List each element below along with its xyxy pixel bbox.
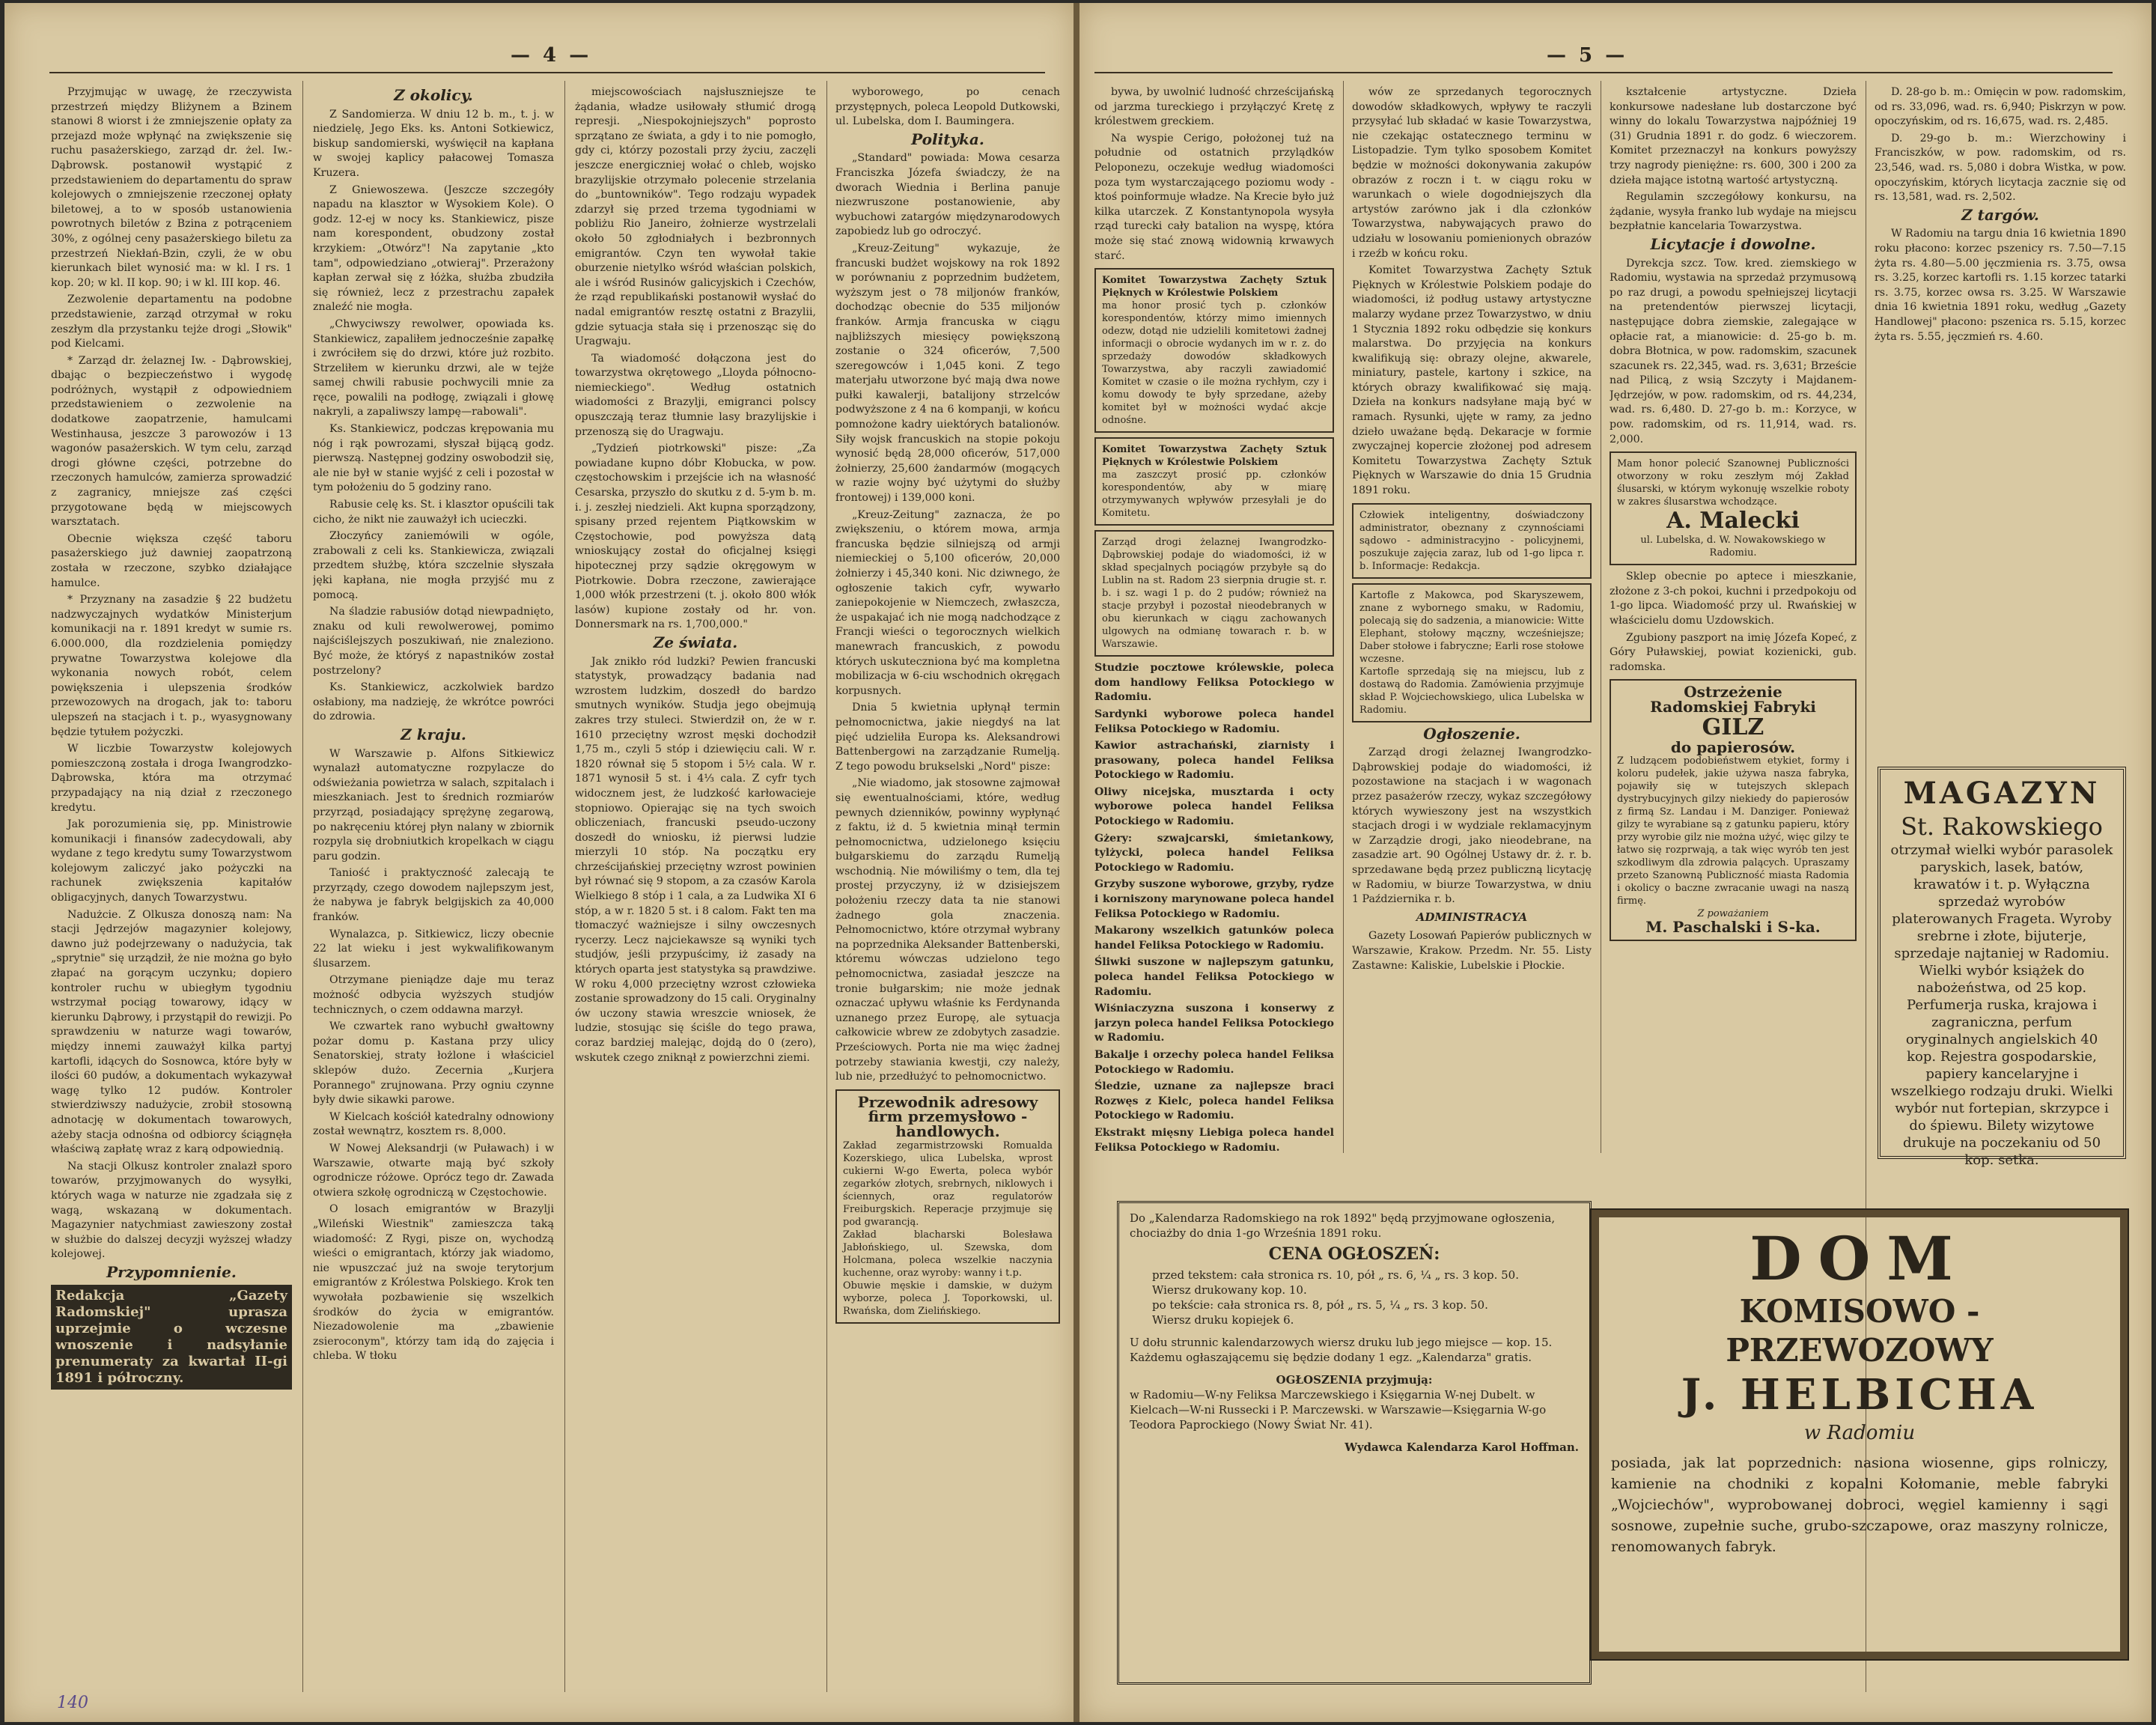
paragraph: D. 29-go b. m.: Wierzchowiny i Franciszków, w pow. radomskim, od rs. 23,546, wad. rs. 5,080 i dobra Wistka, w pow. opoczyńskim, których licytacja zacznie się od rs. 13,581, wad. rs. 2,502. <box>1875 132 2126 204</box>
section-heading: Z targów. <box>1961 205 2039 224</box>
ad-intro: Do „Kalendarza Radomskiego na rok 1892" będą przyjmowane ogłoszenia, chociażby do dnia 1-go Września 1891 roku. <box>1130 1211 1556 1240</box>
paragraph: Przyjmując w uwagę, że rzeczywista przestrzeń między Bliżynem a Bzinem stanowi 8 wiorst i że zmniejszenie opłaty za przejazd może wpłynąć na zwiększenie się ruchu pasażerskiego, zarząd dr. żel. Iw.-Dąbrowsk. postanowił wystąpić z przedstawieniem do departamentu do spraw kolejowych o zmniejszenie rzeczonej opłaty biletowej, a to w sposób ustanowienia powrotnych biletów z Bzina z potrąceniem 30%, z ogólnej ceny pasażerskiego biletu za przestrzeń Niekłań-Bzin, czyli, że w obu kierunkach bilet wynosić ma: w kl. I rs. 1 kop. 20; w kl. II kop. 90; i w kl. III kop. 46. <box>51 86 292 289</box>
column-4 <box>835 85 1060 1692</box>
paragraph: Zarząd drogi żelaznej Iwangrodzko-Dąbrowskiej podaje do wiadomości, iż pozostawione na stacjach i w wagonach przez pasażerów rzeczy, wykaz szczegółowy których wywieszony jest na wszystkich stacjach drogi i w wydziale reklamacyjnym w Zarządzie drogi, jako nieodebrane, na zasadzie art. 90 Ogólnej Ustawy dr. ż. r. b. sprzedawane będą przez publiczną licytację w Radomiu, w biurze Towarzystwa, w dniu 1 Października r. b. <box>1352 746 1592 906</box>
committee-notice <box>1094 268 1334 433</box>
left-page <box>4 3 1074 1722</box>
directory-heading: Przewodnik adresowy firm przemysłowo - handlowych. <box>857 1092 1038 1140</box>
notice-text: Zarząd drogi żelaznej Iwangrodzko-Dąbrowskiej podaje do wiadomości, iż w skład specjalnych pociągów przybyłe są do Lublin na st. Radom 23 sierpnia drugie st. r. b. i sz. wagi 1 p. do 2 pudów; również na stacje przybył i pozostał nieodebranych w obu kierunkach w ciągu zachowanych ulgowych na odmianę towarach r. b. w Warszawie. <box>1102 537 1327 651</box>
paragraph: Z Sandomierza. W dniu 12 b. m., t. j. w niedzielę, Jego Eks. ks. Antoni Sotkiewicz, biskup sandomierski, wyświęcił na kapłana w swojej kaplicy pałacowej Tomasza Kruzera. <box>313 108 554 179</box>
binding-gutter <box>1074 3 1079 1722</box>
paragraph: W liczbie Towarzystw kolejowych pomieszczoną została i droga Iwangrodzko-Dąbrowska, która ma otrzymać przypadający na nią dział z rzeczonego kredytu. <box>51 743 292 814</box>
paragraph: Ks. Stankiewicz, podczas krępowania mu nóg i rąk powrozami, słyszał bijącą godz. pierwszą. Następnej godziny oswobodził się, ale nie był w stanie wyjść z celi i pozostał w tym położeniu do 5 godziny rano. <box>313 423 554 494</box>
shop-ad: Bakalje i orzechy poleca handel Feliksa Potockiego w Radomiu. <box>1094 1048 1334 1076</box>
ad-text: Z ludzącem podobieństwem etykiet, formy i koloru pudełek, jakie używa nasza fabryka, pojawiły się w tutejszych sklepach dystrybucyjnych gilzy niekiedy do papierosów z firmą Sz. Landau i M. Danziger. Ponieważ gilzy te wyrabiane są z gatunku papieru, który przy wyrobie gilz nie można użyć, więc gilzy te łatwo się rozprwają, a tak więc wyrób ten jest szkodliwym dla zdrowia palących. Upraszamy przeto Szanowną Publiczność miasta Radomia i okolicy o baczne zwracanie uwagi na naszą firmę. <box>1617 755 1849 907</box>
locksmith-ad <box>1610 451 1857 565</box>
column-separator <box>1343 81 1344 1153</box>
paragraph: Sklep obecnie po aptece i mieszkanie, złożone z 3-ch pokoi, kuchni i przedpokoju od 1-go lipca. Wiadomość przy ul. Rwańskiej w właścicielu domu Uzdowskich. <box>1610 571 1857 627</box>
paragraph: Ta wiadomość dołączona jest do towarzystwa okrętowego „Lloyda północno-niemieckiego". Według ostatnich wiadomości z Brazylji, emigranci polscy opuszczają teraz tłumnie lasy brazylijskie i przenoszą się do Uragwaju. <box>575 352 816 438</box>
paragraph: Zgubiony paszport na imię Józefa Kopeć, z Góry Puławskiej, powiat kozienicki, gub. radomska. <box>1610 631 1857 673</box>
column-5 <box>1094 85 1334 1153</box>
notice-text: ma honor prosić tych p. członków korespondentów, którzy mimo imiennych odezw, dotąd nie udzielili komitetowi żadnej informacji o obrocie wydanych im w r. z. do sprzedaży dowodów składkowych Towarzystwa, aby raczyli zawiadomić Komitet w czasie o ile można rychłym, czy i komu dowody te były sprzedane, ażeby komitet był w możności wydać akcje odnośne. <box>1102 300 1327 427</box>
paragraph: kształcenie artystyczne. Dzieła konkursowe nadesłane lub dostarczone być winny do lokalu Towarzystwa najpóźniej 19 (31) Grudnia 1891 r. do godz. 6 wieczorem. Komitet przeznaczył na konkurs powyższy trzy nagrody pieniężne: rs. 600, 300 i 200 za dzieła mające istotną wartość artystyczną. <box>1610 86 1857 186</box>
section-heading: Polityka. <box>911 130 984 148</box>
ad-subtitle: OGŁOSZENIA przyjmują: <box>1276 1373 1433 1387</box>
paragraph: W Kielcach kościół katedralny odnowiony został wewnątrz, kosztem rs. 8,000. <box>313 1110 554 1138</box>
ad-owner: J. HELBICHA <box>1681 1370 2038 1420</box>
paragraph: * Przyznany na zasadzie § 22 budżetu nadzwyczajnych wydatków Ministerjum komunikacji na r. 1891 kredyt w sumie rs. 6.000.000, dla rozdzielenia pomiędzy prywatne Towarzystwa kolejowe dla wykonania nowych robót, celem powiększenia i ulepszenia środków przewozowych na drogach, jak to: taboru ulepszeń na stacjach i t. p., wyasygnowany będzie tytułem pożyczki. <box>51 594 292 738</box>
ad-note: U dołu strunnic kalendarzowych wiersz druku lub jego miejsce — kop. 15. Każdemu ogłaszającemu się będzie dodany 1 egz. „Kalendarza" gratis. <box>1130 1336 1553 1364</box>
paragraph: Złoczyńcy zaniemówili w ogóle, zrabowali z celi ks. Stankiewicza, związali przedtem służbę, która szczelnie słyszała jęki kapłana, nie mogła przyjść mu z pomocą. <box>313 530 554 601</box>
magazyn-ad <box>1878 767 2126 1168</box>
paragraph: Dnia 5 kwietnia upłynął termin pełnomocnictwa, jakie niegdyś na lat pięć udzieliła Europa ks. Aleksandrowi Battenbergowi na zarządzanie Rumelją. Z tego powodu brukselski „Nord" pisze: <box>835 702 1060 773</box>
classified-ad <box>1352 583 1592 722</box>
column-2 <box>313 85 554 1692</box>
paragraph: Zezwolenie departamentu na podobne przedstawienie, zarząd otrzymał w roku zeszłym dla przystanku tejże drogi „Słowik" pod Kielcami. <box>51 293 292 350</box>
paragraph: Nadużcie. Z Olkusza donoszą nam: Na stacji Jędrzejów magazynier kolejowy, dawno już podejrzewany o nadużycia, tak „sprytnie" się urządził, że nie można go było złapać na gorącym uczynku; dopiero kontroler ruchu w ubiegłym tygodniu wstrzymał pociąg towarowy, idący w kierunku Dąbrowy, i przystąpił do rewizji. Po sprawdzeniu w naturze wagi towarów, między innemi zauważył kilka partyj kartofli, idących do Sosnowca, które były w ilości 60 pudów, a dokumentach wykazywał wagę tylko 12 pudów. Kontroler stwierdziwszy nadużycie, zrobił stosowną adnotację w dokumentach towarowych, ażeby stacja odnośna od odbiorcy ściągnęła właściwą zapłatę wraz z karą odpowiednią. <box>51 908 292 1156</box>
shop-ad: Śledzie, uznane za najlepsze braci Rozwęs z Kielc, poleca handel Feliksa Potockiego w Radomiu. <box>1094 1080 1334 1122</box>
paragraph: O losach emigrantów w Brazylji „Wileński Wiestnik" zamieszcza taką wiadomość: Z Rygi, pisze on, wychodzą wieści o emigrantach, którzy jak wiadomo, nie wpuszczać już na swoje terytorjum emigrantów z Królestwa Polskiego. Krok ten wywołała pozbawienie się wszelkich środków do życia w emigrantów. Niezadowolenie ma „zbawienie zsieroconym", którzy tam idą do zajęcia i chleba. W tłoku <box>313 1203 554 1363</box>
column-separator <box>302 81 303 1692</box>
ad-signature: M. Paschalski i S-ka. <box>1645 918 1821 937</box>
paragraph: „Standard" powiada: Mowa cesarza Franciszka Józefa świadczy, że na dworach Wiednia i Berlina panuje niezwruszone postanowienie, aby wybuchowi zatargów międzynarodowych zapobiedz lub go odroczyć. <box>835 152 1060 238</box>
ad-text: Kartofle z Makowca, pod Skaryszewem, znane z wybornego smaku, w Radomiu, polecają się do sadzenia, a mianowicie: Witte Elephant, stołowy mączny, wcześniejsze; Daber stołowe i fabryczne; Earli rose stołowe wczesne. <box>1359 589 1584 665</box>
shop-ad: Oliwy nicejska, musztarda i octy wyborowe poleca handel Feliksa Potockiego w Radomiu. <box>1094 785 1334 828</box>
notice-heading: Przypomnienie. <box>106 1262 237 1281</box>
paragraph: D. 28-go b. m.: Omięcin w pow. radomskim, od rs. 33,096, wad. rs. 6,940; Piskrzyn w pow. opoczyńskim, od rs. 16,675, wad. rs. 2,485. <box>1875 86 2126 128</box>
paragraph: Z Gniewoszewa. (Jeszcze szczegóły napadu na klasztor w Wysokiem Kole). O godz. 12-ej w nocy ks. Stankiewicz, pisze nam korespondent, obudzony został krzykiem: „Otwórz"! Na zapytanie „kto tam", odpowiedziano „otwieraj". Przerażony kapłan zerwał się z łóżka, służba zbudziła się również, lecz z przestrachu zapałek znaleźć nie mogła. <box>313 183 554 314</box>
classified-ad <box>1352 503 1592 579</box>
paragraph: Jak porozumienia się, pp. Ministrowie komunikacji i finansów zadecydowali, aby wydane z tego kredytu sumy Towarzystwom kolejowym zaliczyć jako pożyczki na rachunek zwiększenia kapitałów obligacyjnych, danych Towarzystwu. <box>51 818 292 904</box>
header-rule <box>1094 72 2113 73</box>
newspaper-spread <box>4 3 2152 1722</box>
paragraph: W Radomiu na targu dnia 16 kwietnia 1890 roku płacono: korzec pszenicy rs. 7.50—7.15 żyta rs. 4.80—5.00 jęczmienia rs. 3.75, owsa rs. 3.25, korzec kartofli rs. 1.15 korzec tatarki rs. 3.75, korzec owsa rs. 3.25. W Warszawie dnia 16 kwietnia 1891 roku, według „Gazety Handlowej" płacono: pszenica rs. 5.15, korzec żyta rs. 5.55, jęczmień rs. 4.60. <box>1875 228 2126 343</box>
ad-owner: St. Rakowskiego <box>1901 812 2103 841</box>
railway-notice <box>1094 530 1334 657</box>
page-number: — 5 — <box>1547 44 1628 67</box>
column-6 <box>1352 85 1592 1153</box>
ad-address: ul. Lubelska, d. W. Nowakowskiego w Radomiu. <box>1640 535 1826 559</box>
paragraph: Gazety Losowań Papierów publicznych w Warszawie, Krakow. Przedm. Nr. 55. Listy Zastawne: Kaliskie, Lubelskie i Płockie. <box>1352 930 1592 972</box>
price-row: Wiersz druku kopiejek 6. <box>1152 1313 1294 1327</box>
ad-heading: MAGAZYN <box>1903 776 2101 811</box>
ad-subheading: Radomskiej Fabryki <box>1650 698 1816 716</box>
price-row: przed tekstem: cała stronica rs. 10, pół „ rs. 6, ¼ „ rs. 3 kop. 50. <box>1152 1268 1519 1282</box>
ad-signature: A. Malecki <box>1666 508 1800 535</box>
section-heading: Ogłoszenie. <box>1423 724 1520 743</box>
price-row: Wiersz drukowany kop. 10. <box>1152 1283 1307 1297</box>
dom-komisowy-ad <box>1592 1210 2128 1659</box>
price-row: po tekście: cała stronica rs. 8, pół „ rs. 5, ¼ „ rs. 3 kop. 50. <box>1152 1298 1488 1312</box>
ad-subheading: KOMISOWO - PRZEWOZOWY <box>1726 1293 1994 1369</box>
paragraph: Dyrekcja szcz. Tow. kred. ziemskiego w Radomiu, wystawia na sprzedaż przymusową po raz drugi, a powodu spełniejszej licytacji na pretendentów pierwszej licytacji, następujące dobra ziemskie, zalegające w opłacie rat, a mianowicie: d. 25-go b. m. dobra Błotnica, w pow. radomskim, szacunek szacunek rs. 22,345, wad. rs. 3,631; Brzeście nad Pilicą, z wsią Szczyty i Majdanem-Jędrzejów, w pow. radomskim, od rs. 44,234, wad. rs. 6,480. D. 27-go b. m.: Korzyce, w pow. radomskim, od rs. 11,914, wad. rs. 2,000. <box>1610 257 1857 445</box>
calendar-ad <box>1117 1201 1592 1685</box>
paragraph: W Warszawie p. Alfons Sitkiewicz wynalazł automatyczne rozpylacze do odświeżania powietrza w salach, szpitalach i mieszkaniach. Jest to średnich rozmiarów przyrząd, posiadający sprężynę zegarową, po nakręceniu której płyn nalany w zbiornik rozpyla się drobniutkich kropelkach w ciągu paru godzin. <box>313 747 554 862</box>
shop-ad: Gżery: szwajcarski, śmietankowy, tylżycki, poleca handel Feliksa Potockiego w Radomiu. <box>1094 832 1334 874</box>
shop-ad: Wiśniaczyzna suszona i konserwy z jarzyn poleca handel Feliksa Potockiego w Radomiu. <box>1094 1003 1334 1044</box>
ad-text: posiada, jak lat poprzednich: nasiona wiosenne, gips rolniczy, kamienie na chodniki z kopalni Kołomanie, meble fabryki „Wojciechów", wyprobowanej dobroci, węgiel kamienny i sągi sosnowe, zupełnie suche, grubo-szczapowe, oraz maszyny rolnicze, renomowanych fabryk. <box>1611 1455 2108 1555</box>
column-separator <box>564 81 565 1692</box>
shop-ad: Ekstrakt mięsny Liebiga poleca handel Feliksa Potockiego w Radomiu. <box>1094 1126 1334 1153</box>
ad-brand: GILZ <box>1702 714 1764 740</box>
paragraph: W Nowej Aleksandrji (w Puławach) i w Warszawie, otwarte mają być szkoły ogrodnicze różowe. Oprócz tego dr. Zawada otwiera szkołę ogrodniczą w Częstochowie. <box>313 1142 554 1199</box>
shop-ad: Makarony wszelkich gatunków poleca handel Feliksa Potockiego w Radomiu. <box>1094 925 1334 952</box>
paragraph: miejscowościach najsłuszniejsze te żądania, władze usiłowały stłumić drogą represji. „Niespokojniejszych" poprosto sprzątano ze świata, a gdy i to nie pomogło, gdy ci, którzy pozostali przy życiu, zaczęli jeszcze energiczniej wołać o chleb, wojsko brazylijskie otrzymało polecenie strzelania do „buntowników". Tego rodzaju wypadek zdarzył się przed trzema tygodniami w pobliżu Rio Janeiro, żołnierze wystrzelali około 50 zgłodniałych i bezbronnych emigrantów. Czyn ten wywołał takie oburzenie nietylko wśród właścian polskich, ale i wśród Rusinów galicyjskich i Czechów, że rząd republikański postanowił wysłać do nadal emigrantów resztę ostatni z Brazylii, gdzie sytuacja stała się i przenosząc się do Uragwaju. <box>575 86 816 348</box>
paragraph: „Nie wiadomo, jak stosowne zajmował się ewentualnościami, które, według pewnych dzienników, powinny wypłynąć z faktu, iż d. 5 kwietnia minął termin pełnomocnictwa, udzielonego księciu bułgarskiemu do zarządu Rumelją wschodnią. Nie mówiliśmy o tem, dla tej prostej przyczyny, iż w dzisiejszem położeniu rzeczy data ta nie stanowi żadnego gola znaczenia. Pełnomocnictwo, które otrzymał wybrany na poprzednika Aleksander Battenberski, któremu wówczas udzielono tego pełnomocnictwa, zasiadał jeszcze na tronie bułgarskim; nie może jednak oznaczać upływu właśnie ks Ferdynanda uznanego przez Europę, ale sytuacja całkowicie wbrew ze zdobytych zasadzie. Prześciowych. Porta nie ma więc żadnej potrzeby stawiania kwestji, czy należy, lub nie, przedłużyć to pełnomocnictwo. <box>835 777 1060 1083</box>
section-heading: Z kraju. <box>401 725 466 743</box>
notice-heading: Komitet Towarzystwa Zachęty Sztuk Pięknych w Królestwie Polskiem <box>1102 275 1327 299</box>
paragraph: „Tydzień piotrkowski" pisze: „Za powiadane kupno dóbr Kłobucka, w pow. częstochowskim i przejście ich na własność Cesarska, przyszło do skutku z d. 5-ym b. m. i. j. zeszłej niedzieli. Akt kupna sporządzony, spisany przed rejentem Piątkowskim w Częstochowie, pod powyższa datą wnioskujący został do oficjalnej księgi hipotecznej przy sądzie okręgowym w Piotrkowie. Dobra rzeczone, zawierające 1,000 włók przestrzeni (t. j. około 800 włók lasów) kupione zostały od hr. von. Donnersmark na rs. 1,700,000." <box>575 442 816 631</box>
notice-text: ma zaszczyt prosić pp. członków korespondentów, aby w miarę otrzymywanych wpływów przesyłali je do Komitetu. <box>1102 469 1327 520</box>
directory-entry: Zakład blacharski Bolesława Jabłońskiego, ul. Szewska, dom Holcmana, poleca wszelkie naczynia kuchenne, oraz wyroby: wanny i t.p. <box>843 1229 1053 1279</box>
paragraph: Rabusie celę ks. St. i klasztor opuścili tak cicho, że nikt nie zauważył ich ucieczki. <box>313 499 554 526</box>
ad-heading: Ostrzeżenie <box>1684 683 1782 702</box>
subscription-notice: Redakcja „Gazety Radomskiej" uprasza uprzejmie o wczesne wnoszenie i nadsyłanie prenumeraty za kwartał II-gi 1891 i półroczny. <box>51 1285 292 1390</box>
paragraph: Regulamin szczegółowy konkursu, na żądanie, wysyła franko lub wydaje na miejscu bezpłatnie kancelaria Towarzystwa. <box>1610 191 1857 233</box>
section-heading: Z okolicy. <box>394 86 473 104</box>
column-3 <box>575 85 816 1692</box>
paragraph: Obecnie większa część taboru pasażerskiego już dawniej zaopatrzoną została w rzeczone, szybko działające hamulce. <box>51 532 292 589</box>
paragraph: wyborowego, po cenach przystępnych, poleca Leopold Dutkowski, ul. Lubelska, dom I. Baumingera. <box>835 86 1060 128</box>
ad-heading: DOM <box>1750 1223 1970 1294</box>
notice-heading: Komitet Towarzystwa Zachęty Sztuk Pięknych w Królestwie Polskiem <box>1102 444 1327 469</box>
committee-notice <box>1094 437 1334 526</box>
paragraph: Ks. Stankiewicz, aczkolwiek bardzo osłabiony, ma nadzieję, że wkrótce powróci do zdrowia. <box>313 681 554 723</box>
section-heading: Ze świata. <box>653 633 738 651</box>
paragraph: wów ze sprzedanych tegorocznych dowodów składkowych, wpływy te raczyli przysyłać lub składać w kasie Towarzystwa, nie czekając ostatecznego terminu w Listopadzie. Tym tylko sposobem Komitet będzie w możności dokonywania zakupów obrazów z roczn i t. w ciągu roku w warunkach o wiele dogodniejszych dla artystów zarówno jak i dla członków Towarzystwa, nabywających prawo do udziału w losowaniu pomienionych obrazów i rzeźb w końcu roku. <box>1352 86 1592 260</box>
paragraph: bywa, by uwolnić ludność chrześcijańską od jarzma tureckiego i przyłączyć Kretę z królestwem greckiem. <box>1094 86 1334 128</box>
ad-subheading: do papierosów. <box>1670 737 1796 756</box>
handwritten-number: 140 <box>57 1694 88 1712</box>
paragraph: Taniość i praktyczność zalecają te przyrządy, czego dowodem najlepszym jest, że nabywa je fabryk belgijskich za 40,000 franków. <box>313 867 554 924</box>
paragraph: We czwartek rano wybuchł gwałtowny pożar domu p. Kastana przy ulicy Senatorskiej, straty łożlone i właściciel sklepów dużo. Zecernia „Kurjera Porannego" zrujnowana. Przy ogniu czynne były dwie sikawki parowe. <box>313 1020 554 1107</box>
right-page <box>1079 3 2152 1722</box>
paragraph: „Chwyciwszy rewolwer, opowiada ks. Stankiewicz, zapaliłem jednocześnie zapałkę i zwróciłem się do drzwi, które już rozbito. Strzeliłem w kierunku drzwi, ale w tejże samej chwili rabusie pochwycili mnie za ręce, powalili na podłogę, związali i głowę nakryli, a zapaliwszy lampę—rabowali". <box>313 317 554 419</box>
paragraph: * Zarząd dr. żelaznej Iw. - Dąbrowskiej, dbając o bezpieczeństwo i wygodę podróżnych, wystąpił z odpowiedniem przedstawieniem o zezwolenie na dodatkowe zaopatrzenie, hamulcami Westinhausa, jeszcze 3 parowozów i 13 wagonów pasażerskich. W tym celu, zarząd drogi główne części, potrzebne do rzeczonych hamulców, zamierza sprowadzić z zagranicy, mniejsze zaś części przygotowane będą w miejscowych warsztatach. <box>51 354 292 529</box>
ad-location: w Radomiu <box>1803 1422 1916 1444</box>
paragraph: Otrzymane pieniądze daje mu teraz możność odbycia wyższych studjów technicznych, o czem oddawna marzył. <box>313 974 554 1016</box>
ad-title: CENA OGŁOSZEŃ: <box>1268 1244 1440 1264</box>
ad-text: w Radomiu—W-ny Feliksa Marczewskiego i Księgarnia W-nej Dubelt. w Kielcach—W-ni Russecki i P. Marczewski. w Warszawie—Księgarnia W-go Teodora Paprockiego (Nowy Świat Nr. 41). <box>1130 1388 1547 1432</box>
ad-text: otrzymał wielki wybór parasolek paryskich, lasek, batów, krawatów i t. p. Wyłączna sprzedaż wyrobów platerowanych Frageta. Wyroby srebrne i złote, bijuterje, sprzedaje najtaniej w Radomiu. Wielki wybór książek do nabożeństwa, od 25 kop. Perfumerja ruska, krajowa i zagraniczna, perfum oryginalnych angielskich 40 kop. Rejestra gospodarskie, papiery kancelaryjne i wszelkiego rodzaju druki. Wielki wybór nut fortepian, skrzypce i do śpiewu. Bilety wizytowe drukuje na poczekaniu od 50 kop. setka. <box>1890 842 2113 1168</box>
paragraph: „Kreuz-Zeitung" zaznacza, że po zwiększeniu, o którem mowa, armja francuska będzie silniejszą od armji niemieckiej o 5,100 oficerów, 20,000 żołnierzy i 45,340 koni. Nic dziwnego, że ogłoszenie takich cyfr, wywarło zaniepokojenie w Niemczech, zwłaszcza, że uspakajać ich nie mogą nadchodzące z Francji wieści o tegorocznych wielkich manewrach francuskich, z powodu których uskuteczniona być ma kompletna mobilizacja w 6-ciu wschodnich okręgach korpusnych. <box>835 508 1060 697</box>
paragraph: Na stacji Olkusz kontroler znalazł sporo towarów, przyjmowanych do wysyłki, których waga w naturze nie zgadzała się z wagą, wskazaną w dokumentach. Magazynier natychmiast zawieszony został w służbie do dalszej decyzji wyższej władzy kolejowej. <box>51 1160 292 1261</box>
ad-text: Kartofle sprzedają się na miejscu, lub z dostawą do Radomia. Zamówienia przyjmuje skład P. Wojciechowskiego, ulica Lubelska w Radomiu. <box>1359 666 1584 716</box>
ad-publisher: Wydawca Kalendarza Karol Hoffman. <box>1345 1440 1579 1454</box>
paragraph: Wynalazca, p. Sitkiewicz, liczy obecnie 22 lat wieku i jest wykwalifikowanym ślusarzem. <box>313 928 554 970</box>
section-heading: ADMINISTRACYA <box>1416 910 1528 924</box>
header-rule <box>49 72 1045 73</box>
ad-text: Mam honor polecić Szanownej Publiczności otworzony w roku zeszłym mój Zakład ślusarski, w którym wykonuję wszelkie roboty w zakres ślusarstwa wchodzące. <box>1617 458 1849 508</box>
shop-ad: Studzie pocztowe królewskie, poleca dom handlowy Feliksa Potockiego w Radomiu. <box>1094 662 1334 704</box>
shop-ad: Kawior astrachański, ziarnisty i prasowany, poleca handel Feliksa Potockiego w Radomiu. <box>1094 740 1334 782</box>
shop-ad: Śliwki suszone w najlepszym gatunku, poleca handel Feliksa Potockiego w Radomiu. <box>1094 956 1334 998</box>
column-1 <box>51 85 292 1692</box>
paragraph: „Kreuz-Zeitung" wykazuje, że francuski budżet wojskowy na rok 1892 w porównaniu z poprzednim budżetem, wyższym jest o 78 miljonów franków, dochodząc obecnie do 535 miljonów franków. Armja francuska w ciągu najbliższych miesięcy powiększoną zostanie o 324 oficerów, 7,500 szeregowców i 1,045 koni. Z tego materjału utworzone być mają dwa nowe pułki kawalerji, batalijony strzelców podwyższone z 4 na 6 kompanji, w końcu pomnożone kadry uiektórych batalionów. Siły wojsk francuskich na stopie pokoju wynosić będą 28,000 oficerów, 517,000 żołnierzy, 25,600 żandarmów (mogących w razie wojny być użytymi do służby frontowej) i 139,000 koni. <box>835 242 1060 505</box>
column-7 <box>1610 85 1857 1153</box>
ad-text: Człowiek inteligentny, doświadczony administrator, obeznany z czynnościami sądowo - administracyjno - policyjnemi, poszukuje zajęcia zaraz, lub od 1-go lipca r. b. Informacje: Redakcja. <box>1359 509 1584 572</box>
directory-entry: Zakład zegarmistrzowski Romualda Kozerskiego, ulica Lubelska, wprost cukierni W-go Ewerta, poleca wybór zegarków złotych, srebrnych, niklowych i ściennych, oraz regulatorów Freiburgskich. Reperacje przyjmuje się pod gwarancją. <box>843 1140 1053 1228</box>
ad-closing: Z poważaniem <box>1697 908 1769 920</box>
paragraph: Komitet Towarzystwa Zachęty Sztuk Pięknych w Królestwie Polskiem podaje do wiadomości, iż podług ustawy artystyczne malarzy wydane przez Towarzystwo, w dniu 1 Stycznia 1892 roku odbędzie się konkurs malarstwa. Do przyjęcia na konkurs kwalifikują się: obrazy olejne, akwarele, miniatury, pastele, kartony i szkice, na których obrazy kwalifikować się mają. Dzieła na konkurs nadsyłane mają być w ramach. Rysunki, ujęte w ramy, za jedno dzieło uważane będą. Dekaracje w formie zwyczajnej kopercie złożonej pod adresem Komitetu Towarzystwa Zachęty Sztuk Pięknych w Warszawie do dnia 15 Grudnia 1891 roku. <box>1352 264 1592 497</box>
warning-ad <box>1610 679 1857 940</box>
paragraph: Na śladzie rabusiów dotąd niewpadnięto, znaku od kuli rewolwerowej, pomimo najściślejszych poszukiwań, nie znaleziono. Być może, że któryś z napastników został postrzelony? <box>313 606 554 677</box>
paragraph: Jak znikło ród ludzki? Pewien francuski statystyk, prowadzący badania nad wzrostem ludzkim, doszedł do bardzo smutnych wyników. Studja jego obejmują zakres trzy stuleci. Stwierdził on, że w r. 1610 przeciętny wzrost męski dochodził 1,75 m., czyli 5 stóp i dziewięciu cali. W r. 1820 równał się 5 stopom i 5½ cala. W r. 1871 wynosił 5 st. i 4⅓ cala. Z cyfr tych widocznem jest, że ludzkość karłowacieje stopniowo. Opierając się na tych swoich obliczeniach, francuski pseudo-uczony doszedł do wniosku, iż pierwsi ludzie mierzyli 10 stóp. Na początku ery chrześcijańskiej przeciętny wzrost powinien był równać się 9 stopom, a za czasów Karola Wielkiego 8 stóp i 1 cala, a za Ludwika XI 6 stóp, a w r. 1820 5 st. i 8 calom. Fakt ten ma tłomaczyć ważniejsze i silny owczesnych rycerzy. Lecz najciekawsze są wyniki tych studjów, jeśli przypuścimy, iż zasady na których oparta jest statystyka są prawdziwe. W roku 4,000 przeciętny wzrost człowieka zostanie sprowadzony do 15 cali. Oryginalny ów uczony stawia wreszcie wniosek, że ludzie, stosując się ściśle do tego prawa, coraz bardziej malejąc, dojdą do 0 (zero), wskutek czego zniknął z powierzchni ziemi. <box>575 655 816 1064</box>
shop-ad: Grzyby suszone wyborowe, grzyby, rydze i korniszony marynowane poleca handel Feliksa Potockiego w Radomiu. <box>1094 878 1334 920</box>
page-number: — 4 — <box>511 44 592 67</box>
section-heading: Licytacje i dowolne. <box>1650 234 1816 253</box>
directory-entry: Obuwie męskie i damskie, w dużym wyborze, poleca J. Toporkowski, ul. Rwańska, dom Zielińskiego. <box>843 1280 1053 1317</box>
paragraph: Na wyspie Cerigo, położonej tuż na południe od ostatnich przylądków Peloponezu, oczekuje według wiadomości poza tym wystarczającego poziomu wody - ktoś poinformuje władze. Na Krecie było już kilka utarczek. Z Konstantynopola wysyła rząd turecki cały batalion na wyspę, która może się stać znową widownią krwawych starć. <box>1094 132 1334 262</box>
column-separator <box>826 81 827 1692</box>
shop-ad: Sardynki wyborowe poleca handel Feliksa Potockiego w Radomiu. <box>1094 708 1334 735</box>
directory-box <box>835 1089 1060 1324</box>
